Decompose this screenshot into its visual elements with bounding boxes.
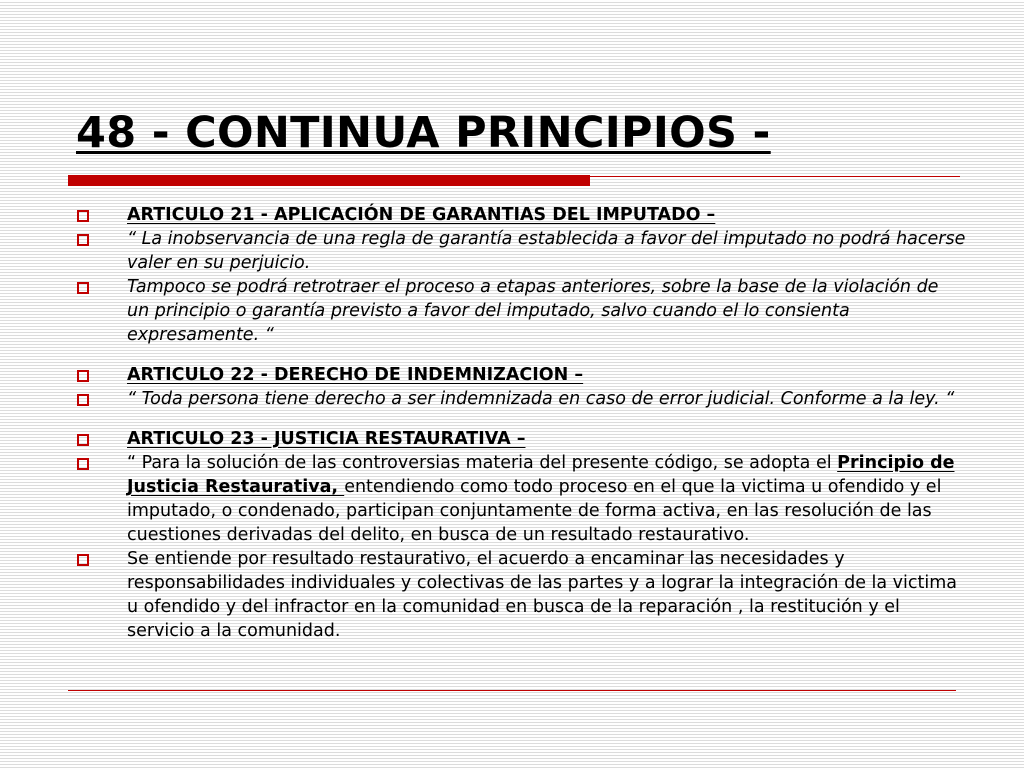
footer-divider-line: [68, 690, 956, 691]
square-bullet-icon: [77, 234, 89, 246]
bullet-item: [76, 275, 966, 347]
square-bullet-icon: [77, 370, 89, 382]
square-bullet-icon: [77, 434, 89, 446]
slide-title: 48 - CONTINUA PRINCIPIOS -: [76, 108, 771, 158]
bullet-item: [76, 427, 966, 451]
article-23-heading: ARTICULO 23 - JUSTICIA RESTAURATIVA –: [127, 429, 526, 449]
bullet-item: [76, 203, 966, 227]
bullet-item: [76, 451, 966, 547]
article-21-quote-2: Tampoco se podrá retrotraer el proceso a etapas anteriores, sobre la base de la violación de un principio o garantía previsto a favor del imputado, salvo cuando el lo consienta expresamente. “: [127, 277, 939, 345]
bullet-list: [76, 203, 966, 643]
square-bullet-icon: [77, 282, 89, 294]
square-bullet-icon: [77, 210, 89, 222]
square-bullet-icon: [77, 394, 89, 406]
spacer: [76, 347, 966, 363]
article-23-text-after: entendiendo como todo proceso en el que la victima u ofendido y el imputado, o condenado, participan conjuntamente de forma activa, en las resolución de las cuestiones derivadas del delito, en busca de un resultado restaurativo.: [127, 477, 942, 545]
bullet-item: [76, 227, 966, 275]
square-bullet-icon: [77, 458, 89, 470]
principle-name: Principio de Justicia Restaurativa,: [127, 453, 955, 497]
article-23-text-before: “ Para la solución de las controversias materia del presente código, se adopta el: [127, 453, 838, 473]
title-accent-bar: [68, 175, 590, 186]
article-21-heading: ARTICULO 21 - APLICACIÓN DE GARANTIAS DEL IMPUTADO –: [127, 205, 716, 225]
bullet-item: [76, 547, 966, 643]
spacer: [76, 411, 966, 427]
square-bullet-icon: [77, 554, 89, 566]
bullet-item: [76, 363, 966, 387]
restorative-result-paragraph: Se entiende por resultado restaurativo, el acuerdo a encaminar las necesidades y responsabilidades individuales y colectivas de las partes y a lograr la integración de la victima u ofendido y del infractor en la comunidad en busca de la reparación , la restitución y el servicio a la comunidad.: [127, 549, 958, 641]
bullet-item: [76, 387, 966, 411]
article-23-paragraph: [127, 451, 966, 547]
article-22-quote: “ Toda persona tiene derecho a ser indemnizada en caso de error judicial. Conforme a la ley. “: [127, 389, 955, 409]
article-21-quote-1: “ La inobservancia de una regla de garantía establecida a favor del imputado no podrá hacerse valer en su perjuicio.: [127, 229, 966, 273]
article-22-heading: ARTICULO 22 - DERECHO DE INDEMNIZACION –: [127, 365, 584, 385]
